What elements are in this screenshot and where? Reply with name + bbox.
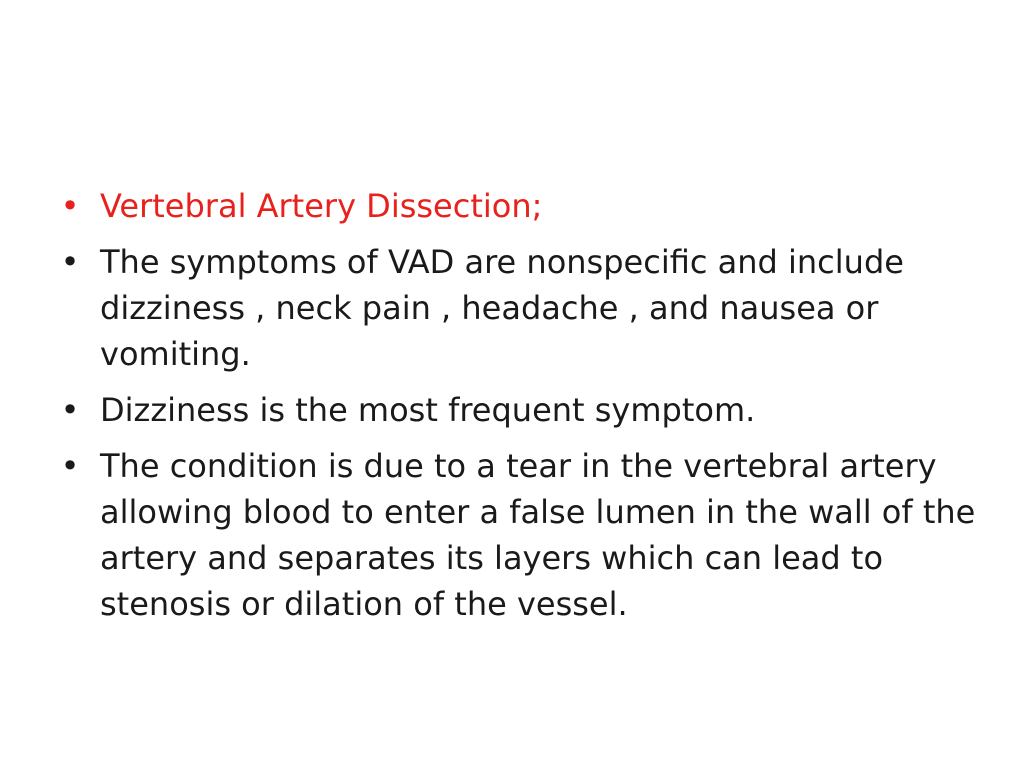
bullet-text: The symptoms of VAD are nonspecific and include dizziness , neck pain , headache , and nausea or vomiting. (100, 243, 904, 373)
bullet-item-condition (58, 443, 978, 627)
bullet-item-symptoms (58, 239, 978, 377)
bullet-dot-icon: • (60, 391, 80, 429)
bullet-dot-icon: • (60, 187, 80, 225)
bullet-text: The condition is due to a tear in the vertebral artery allowing blood to enter a false lumen in the wall of the artery and separates its layers which can lead to stenosis or dilation of the vessel. (100, 447, 976, 623)
bullet-list (58, 183, 978, 627)
bullet-item-title (58, 183, 978, 229)
bullet-dot-icon: • (60, 243, 80, 281)
bullet-text: Vertebral Artery Dissection; (100, 187, 543, 225)
bullet-item-dizziness (58, 387, 978, 433)
bullet-dot-icon: • (60, 447, 80, 485)
bullet-text: Dizziness is the most frequent symptom. (100, 391, 756, 429)
